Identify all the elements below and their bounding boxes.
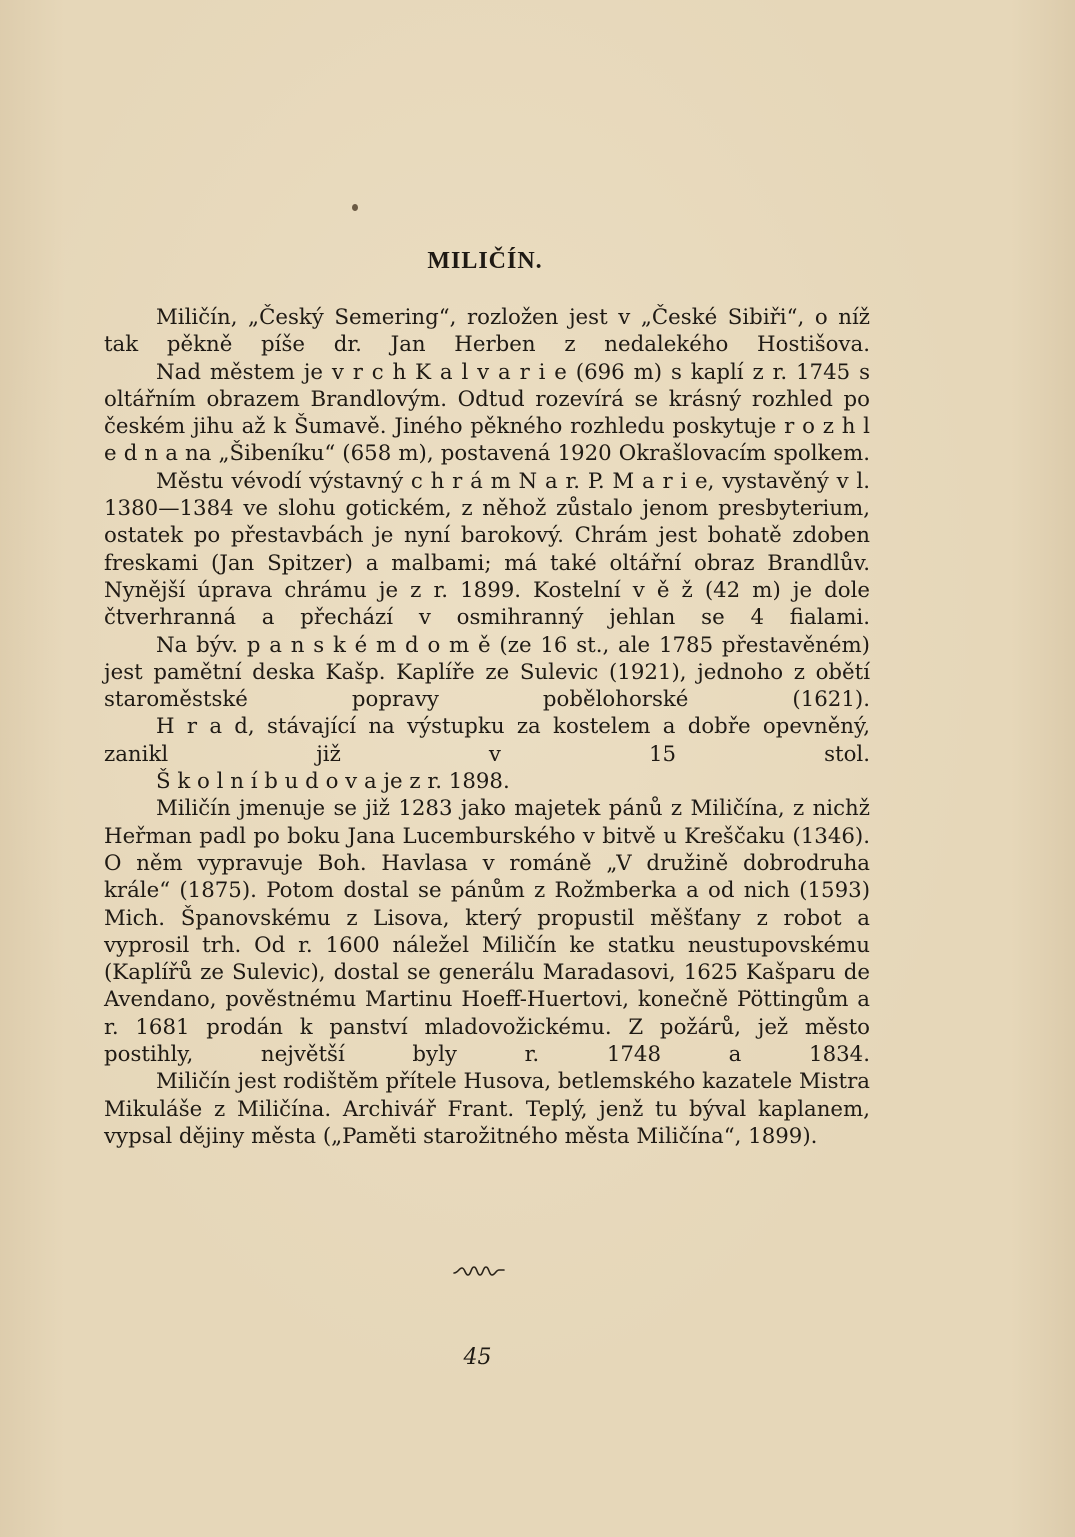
- page-title: MILIČÍN.: [427, 248, 543, 274]
- paragraph-rodiste: Miličín jest rodištěm přítele Husova, betlemského kazatele Mistra Mikuláše z Miličína. Archivář Frant. Teplý, jenž tu býval kaplanem, vypsal dějiny města („Paměti starožitného města Miličína“, 1899).: [104, 1069, 870, 1149]
- body-text: [104, 304, 870, 1150]
- paragraph-pansky-dum: Na býv. p a n s k é m d o m ě (ze 16 st., ale 1785 přestavěném) jest pamětní deska Kašp. Kaplíře ze Sulevic (1921), jednoho z obětí staroměstské popravy pobělohorské (1621).: [104, 632, 870, 713]
- paragraph-hrad: H r a d, stávající na výstupku za kostelem a dobře opevněný, zanikl již v 15 stol.: [104, 714, 870, 767]
- ornament-divider-icon: [452, 1262, 506, 1280]
- paragraph-history: Miličín jmenuje se již 1283 jako majetek pánů z Miličína, z nichž Heřman padl po boku Jana Lucemburského v bitvě u Kreščaku (1346). O něm vypravuje Boh. Havlasa v románě „V družině dobrodruha krále“ (1875). Potom dostal se pánům z Rožmberka a od nich (1593) Mich. Španovskému z Lisova, který propustil měšťany z robot a vyprosil trh. Od r. 1600 náležel Miličín ke statku neustupovskému (Kaplířů ze Sulevic), dostal se generálu Maradasovi, 1625 Kašparu de Avendano, pověstnému Martinu Hoeff-Huertovi, konečně Pöttingům a r. 1681 prodán k panství mladovožickému. Z požárů, jež město postihly, největší byly r. 1748 a 1834.: [104, 796, 870, 1068]
- ink-speck: [352, 204, 358, 211]
- paragraph-intro: Miličín, „Český Semering“, rozložen jest v „České Sibiři“, o níž tak pěkně píše dr. Jan Herben z nedalekého Hostišova.: [104, 305, 870, 358]
- paragraph-skola: Š k o l n í b u d o v a je z r. 1898.: [156, 769, 510, 795]
- paragraph-chram: Městu vévodí výstavný c h r á m N a r. P. M a r i e, vystavěný v l. 1380—1384 ve slohu gotickém, z něhož zůstalo jenom presbyterium, ostatek po přestavbách je nyní barokový. Chrám jest bohatě zdoben freskami (Jan Spitzer) a malbami; má také oltářní obraz Brandlův. Nynější úprava chrámu je z r. 1899. Kostelní v ě ž (42 m) je dole čtverhranná a přechází v osmihranný jehlan se 4 fialami.: [104, 468, 870, 631]
- paragraph-kalvarie: Nad městem je v r c h K a l v a r i e (696 m) s kaplí z r. 1745 s oltářním obrazem Brandlovým. Odtud rozevírá se krásný rozhled po českém jihu až k Šumavě. Jiného pěkného rozhledu poskytuje r o z h l e d n a na „Šibeníku“ (658 m), postavená 1920 Okrašlovacím spolkem.: [104, 359, 870, 467]
- page-number: 45: [463, 1345, 492, 1370]
